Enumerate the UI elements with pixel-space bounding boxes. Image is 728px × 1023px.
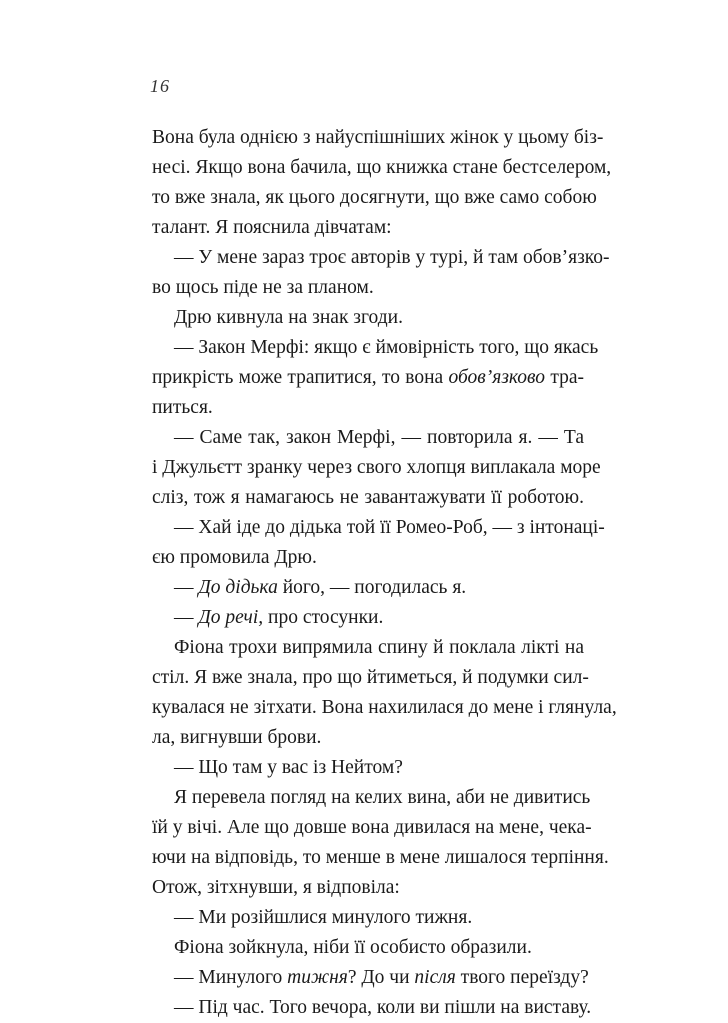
text-line xyxy=(152,873,584,903)
text-line xyxy=(152,303,584,333)
page-number: 16 xyxy=(150,76,170,96)
text-line xyxy=(152,333,599,363)
text-segment: во щось піде не за планом. xyxy=(152,277,374,298)
text-segment: — Саме так, закон Мерфі, — повторила я. — Та xyxy=(174,427,584,448)
text-line xyxy=(152,573,584,603)
text-line xyxy=(152,813,592,843)
text-segment: стіл. Я вже знала, про що йтиметься, й подумки сил- xyxy=(152,667,589,688)
text-segment: — xyxy=(174,607,199,628)
text-line xyxy=(152,483,584,513)
text-line xyxy=(152,603,584,633)
text-segment: Я перевела погляд на келих вина, аби не дивитись xyxy=(174,787,591,808)
text-segment: кувалася не зітхати. Вона нахилилася до мене і глянула, xyxy=(152,697,617,718)
italic-text-segment: До речі, xyxy=(198,607,264,628)
text-line xyxy=(152,213,584,243)
text-line xyxy=(152,933,584,963)
text-line xyxy=(152,963,589,993)
text-line xyxy=(152,153,612,183)
text-line xyxy=(152,123,604,153)
text-segment: Дрю кивнула на знак згоди. xyxy=(174,307,403,328)
text-segment: ючи на відповідь, то менше в мене лишалося терпіння. xyxy=(152,847,609,868)
text-line xyxy=(152,753,584,783)
text-line xyxy=(152,273,584,303)
text-segment: — Минулого xyxy=(174,967,288,988)
italic-text-segment: після xyxy=(414,967,456,988)
text-segment: Отож, зітхнувши, я відповіла: xyxy=(152,877,400,898)
text-segment: твого переїзду? xyxy=(455,967,589,988)
italic-text-segment: тижня xyxy=(287,967,348,988)
text-line xyxy=(152,633,584,663)
italic-text-segment: До дідька xyxy=(198,577,278,598)
text-line xyxy=(152,993,592,1023)
text-segment: про стосунки. xyxy=(263,607,384,628)
text-line xyxy=(152,723,584,753)
text-line xyxy=(152,783,591,813)
text-segment: то вже знала, як цього досягнути, що вже само собою xyxy=(152,187,597,208)
text-segment: питься. xyxy=(152,397,213,418)
body-text xyxy=(152,123,617,1023)
text-segment: — Ми розійшлися минулого тижня. xyxy=(174,907,473,928)
text-line xyxy=(152,543,584,573)
text-line xyxy=(152,513,605,543)
text-segment: талант. Я пояснила дівчатам: xyxy=(152,217,392,238)
text-segment: ? До чи xyxy=(347,967,415,988)
text-segment: ла, вигнувши брови. xyxy=(152,727,322,748)
text-line xyxy=(152,243,610,273)
text-line xyxy=(152,423,584,453)
text-segment: Фіона трохи випрямила спину й поклала лікті на xyxy=(174,637,584,658)
text-segment: — У мене зараз троє авторів у турі, й там обов’язко- xyxy=(174,247,610,268)
text-segment: єю промовила Дрю. xyxy=(152,547,317,568)
italic-text-segment: обов’язково xyxy=(448,367,546,388)
text-line xyxy=(152,903,584,933)
text-segment: його, — погодилась я. xyxy=(277,577,467,598)
text-line xyxy=(152,693,617,723)
text-line xyxy=(152,843,609,873)
text-line xyxy=(152,393,584,423)
text-segment: — Хай іде до дідька той її Ромео-Роб, — з інтонаці- xyxy=(174,517,605,538)
text-segment: — Під час. Того вечора, коли ви пішли на виставу. xyxy=(174,997,592,1018)
text-line xyxy=(152,183,597,213)
text-line xyxy=(152,453,601,483)
text-segment: несі. Якщо вона бачила, що книжка стане бестселером, xyxy=(152,157,612,178)
text-segment: — Закон Мерфі: якщо є ймовірність того, що якась xyxy=(174,337,599,358)
text-segment: — xyxy=(174,577,199,598)
text-segment: і Джульєтт зранку через свого хлопця виплакала море xyxy=(152,457,601,478)
text-segment: Фіона зойкнула, ніби її особисто образили. xyxy=(174,937,532,958)
text-segment: — Що там у вас із Нейтом? xyxy=(174,757,403,778)
text-line xyxy=(152,663,589,693)
text-segment: сліз, тож я намагаюсь не завантажувати її роботою. xyxy=(152,487,584,508)
text-segment: прикрість може трапитися, то вона xyxy=(152,367,449,388)
text-line xyxy=(152,363,584,393)
text-segment: тра- xyxy=(545,367,584,388)
text-segment: їй у вічі. Але що довше вона дивилася на мене, чека- xyxy=(152,817,592,838)
text-segment: Вона була однією з найуспішніших жінок у цьому біз- xyxy=(152,127,604,148)
